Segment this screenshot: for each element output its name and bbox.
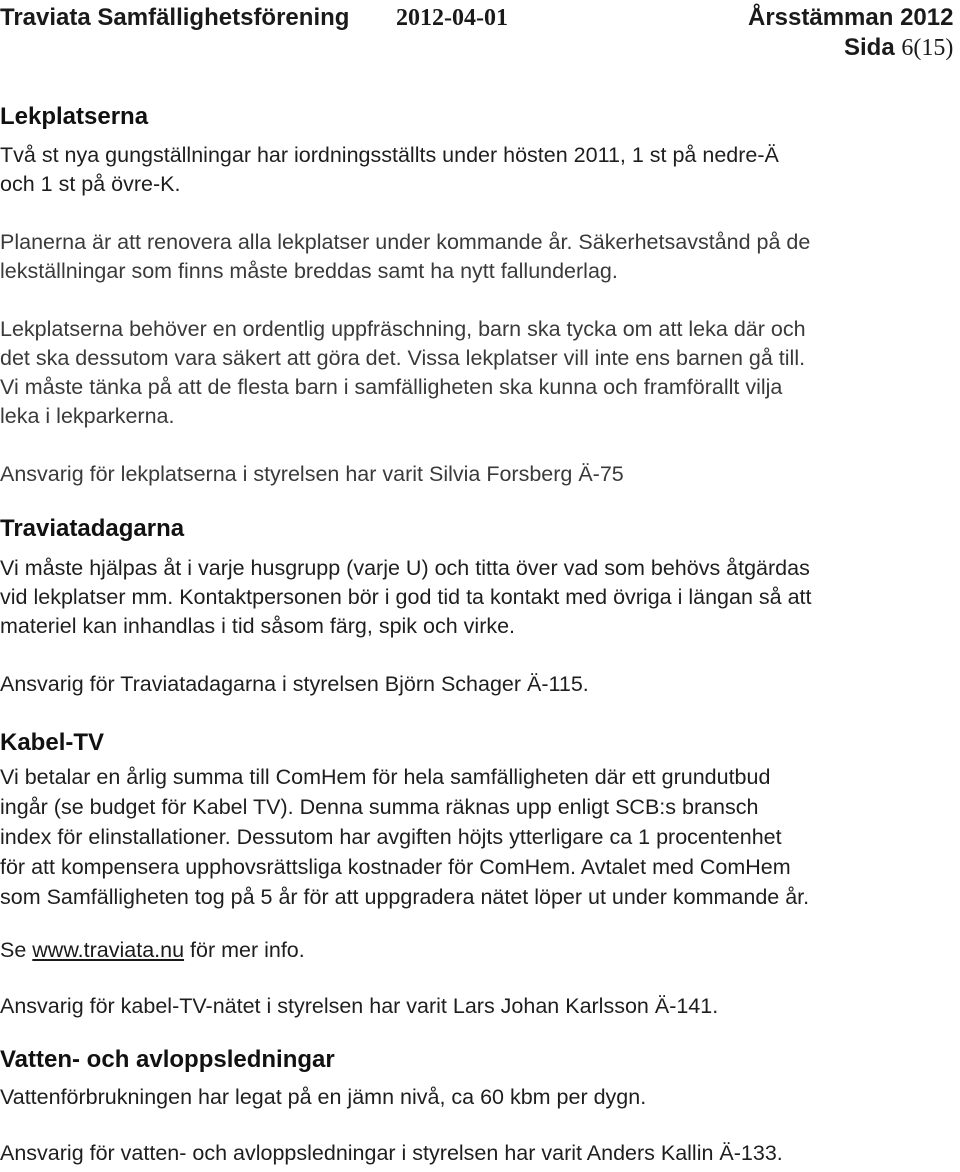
kabeltv-see-more — [0, 937, 305, 963]
page-current: 6 — [901, 35, 914, 61]
lekplatserna-line-8: leka i lekparkerna. — [0, 404, 175, 428]
heading-lekplatserna: Lekplatserna — [0, 103, 149, 130]
kabeltv-line-4: för att kompensera upphovsrättsliga kostnader för ComHem. Avtalet med ComHem — [0, 855, 791, 879]
header-organization: Traviata Samfällighetsförening — [0, 4, 350, 31]
lekplatserna-line-6: det ska dessutom vara säkert att göra det. Vissa lekplatser vill inte ens barnen gå till. — [0, 346, 806, 370]
lekplatserna-line-3: Planerna är att renovera alla lekplatser under kommande år. Säkerhetsavstånd på de — [0, 230, 811, 254]
heading-traviatadagarna: Traviatadagarna — [0, 515, 185, 542]
heading-kabel-tv: Kabel-TV — [0, 729, 105, 756]
traviatadagarna-line-3: materiel kan inhandlas i tid såsom färg, spik och virke. — [0, 614, 516, 638]
lekplatserna-line-5: Lekplatserna behöver en ordentlig uppfräschning, barn ska tycka om att leka där och — [0, 317, 806, 341]
lekplatserna-responsible: Ansvarig för lekplatserna i styrelsen har varit Silvia Forsberg Ä-75 — [0, 462, 624, 486]
lekplatserna-line-7: Vi måste tänka på att de flesta barn i samfälligheten ska kunna och framförallt vilja — [0, 375, 783, 399]
header-page-number — [844, 36, 953, 60]
kabeltv-line-3: index för elinstallationer. Dessutom har avgiften höjts ytterligare ca 1 procentenhet — [0, 825, 782, 849]
header-date: 2012-04-01 — [396, 5, 508, 31]
see-suffix: för mer info. — [184, 938, 305, 962]
kabeltv-line-5: som Samfälligheten tog på 5 år för att uppgradera nätet löper ut under kommande år. — [0, 885, 810, 909]
traviata-website-link[interactable]: www.traviata.nu — [32, 938, 185, 962]
heading-vatten-avlopp: Vatten- och avloppsledningar — [0, 1046, 335, 1073]
lekplatserna-line-4: lekställningar som finns måste breddas samt ha nytt fallunderlag. — [0, 259, 618, 283]
page-label: Sida — [844, 34, 895, 61]
page-total: (15) — [913, 35, 954, 61]
kabeltv-responsible: Ansvarig för kabel-TV-nätet i styrelsen har varit Lars Johan Karlsson Ä-141. — [0, 994, 719, 1018]
header-meeting-title: Årsstämman 2012 — [748, 4, 954, 31]
lekplatserna-line-2: och 1 st på övre-K. — [0, 172, 181, 196]
kabeltv-line-2: ingår (se budget för Kabel TV). Denna summa räknas upp enligt SCB:s bransch — [0, 795, 759, 819]
traviatadagarna-responsible: Ansvarig för Traviatadagarna i styrelsen Björn Schager Ä-115. — [0, 672, 589, 696]
vatten-responsible: Ansvarig för vatten- och avloppsledningar i styrelsen har varit Anders Kallin Ä-133. — [0, 1141, 783, 1165]
vatten-line-1: Vattenförbrukningen har legat på en jämn nivå, ca 60 kbm per dygn. — [0, 1085, 647, 1109]
traviatadagarna-line-1: Vi måste hjälpas åt i varje husgrupp (varje U) och titta över vad som behövs åtgärdas — [0, 556, 810, 580]
see-prefix: Se — [0, 938, 33, 962]
traviatadagarna-line-2: vid lekplatser mm. Kontaktpersonen bör i god tid ta kontakt med övriga i längan så att — [0, 585, 812, 609]
lekplatserna-line-1: Två st nya gungställningar har iordningsställts under hösten 2011, 1 st på nedre-Ä — [0, 143, 779, 167]
kabeltv-line-1: Vi betalar en årlig summa till ComHem för hela samfälligheten där ett grundutbud — [0, 765, 771, 789]
